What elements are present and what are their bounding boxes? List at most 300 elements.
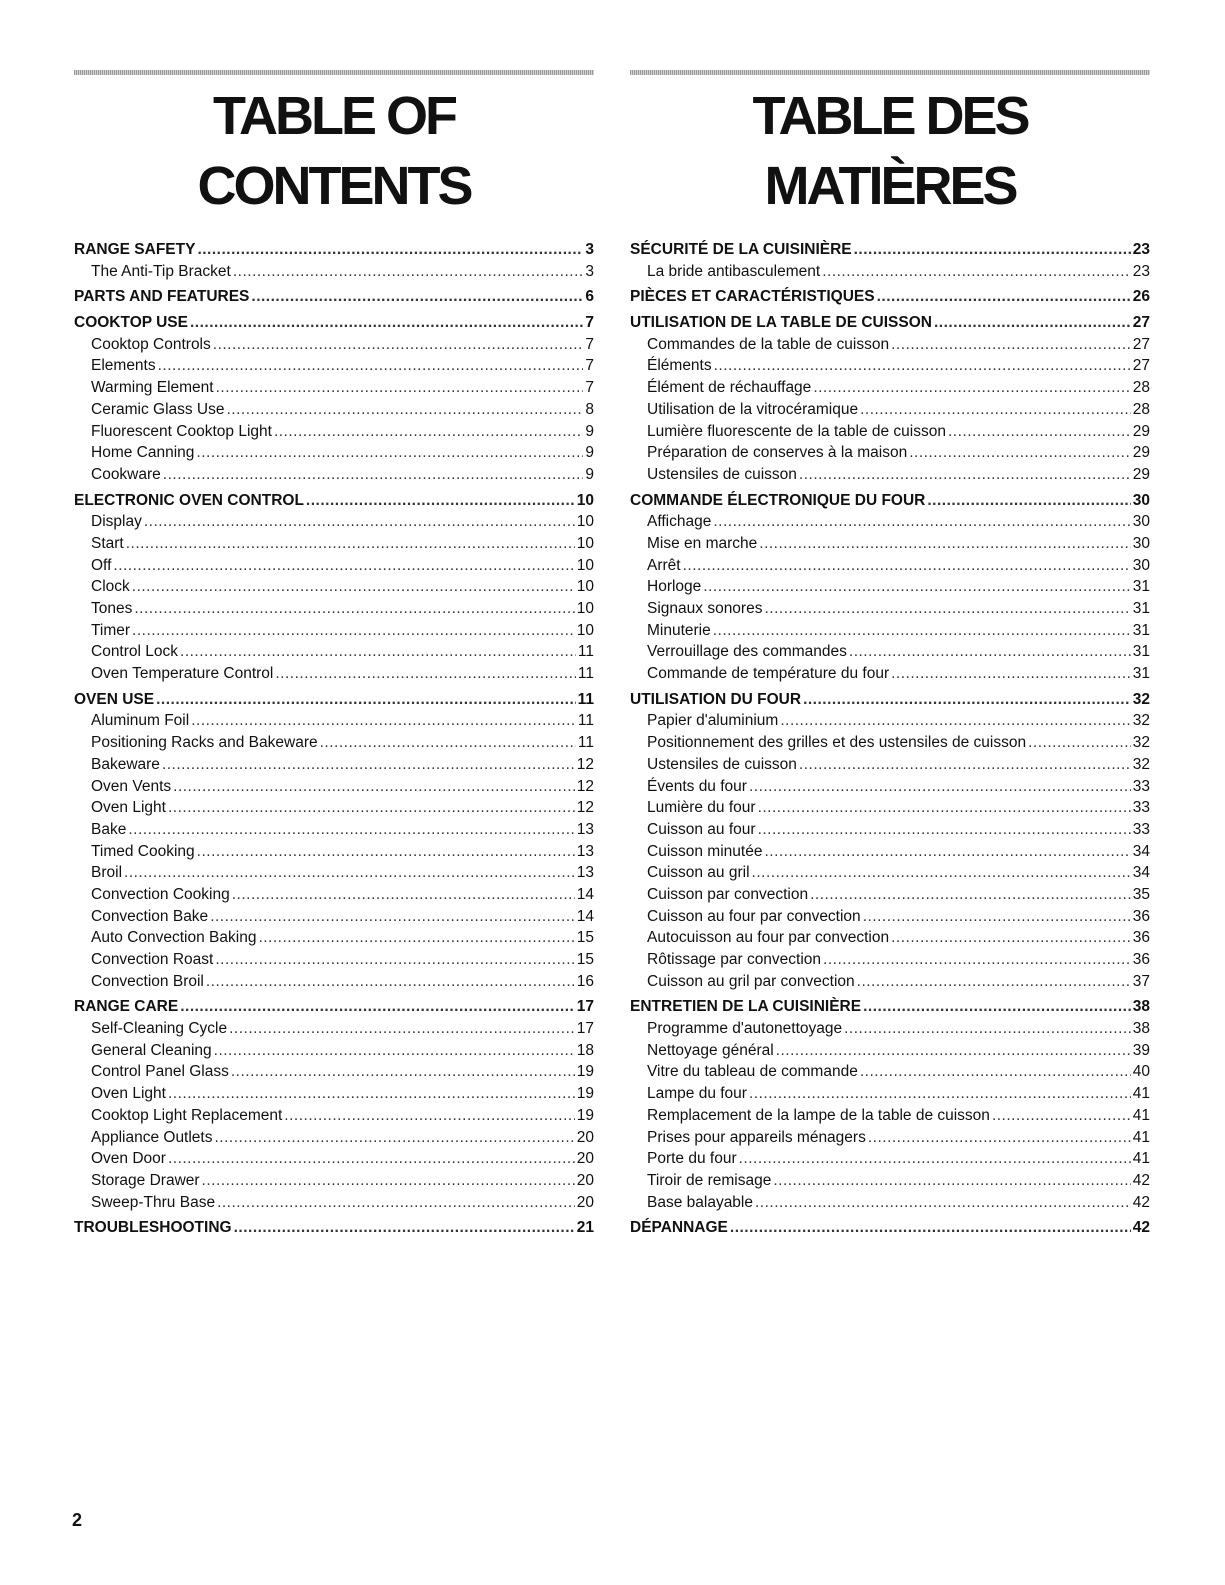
dot-leader (860, 399, 1131, 421)
toc-entry-page: 9 (585, 422, 594, 440)
toc-entry-page: 12 (576, 777, 594, 795)
toc-subsection-entry[interactable] (74, 776, 594, 798)
toc-entry-page: 32 (1132, 734, 1150, 752)
toc-entry-page: 33 (1132, 820, 1150, 838)
toc-entry-page: 13 (576, 864, 594, 882)
toc-entry-label: Porte du four (647, 1150, 737, 1168)
toc-entry-label: Tones (91, 600, 133, 617)
toc-entry-label: PIÈCES ET CARACTÉRISTIQUES (630, 288, 875, 306)
dot-leader (813, 377, 1130, 399)
dot-leader (215, 1127, 575, 1149)
toc-entry-label: Timed Cooking (91, 842, 195, 860)
toc-subsection-entry[interactable] (74, 355, 594, 377)
toc-entry-page: 29 (1132, 422, 1150, 440)
toc-subsection-entry[interactable] (630, 776, 1150, 798)
top-rule-right (630, 70, 1150, 75)
toc-subsection-entry[interactable] (74, 442, 594, 464)
toc-entry-page: 7 (585, 379, 594, 397)
toc-subsection-entry[interactable] (74, 1061, 594, 1083)
toc-subsection-entry[interactable] (74, 464, 594, 486)
french-toc-column (630, 70, 1150, 1239)
toc-entry-page: 26 (1132, 288, 1150, 306)
toc-subsection-entry[interactable] (74, 620, 594, 642)
dot-leader (803, 689, 1131, 711)
toc-entry-label: Home Canning (91, 444, 195, 462)
toc-entry-label: UTILISATION DE LA TABLE DE CUISSON (630, 314, 932, 332)
toc-subsection-entry[interactable] (74, 377, 594, 399)
toc-entry-page: 11 (577, 643, 594, 661)
toc-entry-page: 10 (576, 491, 594, 509)
toc-section-entry[interactable] (630, 1217, 1150, 1239)
toc-subsection-entry[interactable] (630, 598, 1150, 620)
toc-entry-page: 10 (576, 513, 594, 531)
page-number: 2 (72, 1510, 83, 1530)
dot-leader (713, 620, 1131, 642)
toc-entry-label: Évents du four (647, 777, 747, 795)
dot-leader (197, 841, 575, 863)
dot-leader (749, 776, 1131, 798)
toc-entry-label: Auto Convection Baking (91, 929, 257, 947)
toc-entry-page: 21 (576, 1219, 594, 1237)
dot-leader (191, 710, 576, 732)
toc-entry-page: 32 (1132, 712, 1150, 730)
toc-entry-label: Bake (91, 820, 127, 838)
toc-entry-page: 20 (576, 1193, 594, 1211)
toc-subsection-entry[interactable] (630, 511, 1150, 533)
dot-leader (233, 261, 584, 283)
toc-subsection-entry[interactable] (74, 421, 594, 443)
dot-leader (306, 490, 575, 512)
toc-entry-page: 32 (1132, 755, 1150, 773)
toc-entry-label: Oven Light (91, 799, 166, 817)
toc-subsection-entry[interactable] (630, 261, 1150, 283)
toc-subsection-entry[interactable] (630, 732, 1150, 754)
dot-leader (799, 754, 1131, 776)
dot-leader (844, 1018, 1131, 1040)
toc-section-entry[interactable] (630, 689, 1150, 711)
toc-entry-label: Verrouillage des commandes (647, 643, 847, 661)
toc-subsection-entry[interactable] (74, 819, 594, 841)
toc-entry-page: 13 (576, 820, 594, 838)
dot-leader (764, 598, 1130, 620)
dot-leader (132, 576, 575, 598)
english-toc-column (74, 70, 594, 1239)
toc-entry-page: 40 (1132, 1063, 1150, 1081)
dot-leader (229, 1018, 575, 1040)
toc-subsection-entry[interactable] (74, 841, 594, 863)
toc-subsection-entry[interactable] (74, 511, 594, 533)
dot-leader (217, 1192, 575, 1214)
toc-entry-page: 33 (1132, 799, 1150, 817)
toc-entry-label: Broil (91, 864, 123, 882)
toc-entry-page: 15 (576, 951, 594, 968)
toc-entry-page: 30 (1132, 556, 1150, 574)
dot-leader (714, 355, 1131, 377)
toc-entry-page: 28 (1132, 400, 1150, 418)
dot-leader (132, 620, 575, 642)
toc-entry-label: Cookware (91, 465, 161, 483)
toc-entry-label: COOKTOP USE (74, 314, 188, 332)
toc-subsection-entry[interactable] (74, 1148, 594, 1170)
toc-entry-label: Control Lock (91, 643, 179, 661)
toc-subsection-entry[interactable] (630, 1040, 1150, 1062)
toc-entry-label: Rôtissage par convection (647, 951, 822, 968)
dot-leader (749, 1083, 1131, 1105)
toc-entry-label: Oven Temperature Control (91, 665, 274, 683)
toc-entry-page: 15 (576, 929, 594, 947)
dot-leader (773, 1170, 1130, 1192)
toc-entry-page: 3 (585, 241, 594, 258)
toc-entry-label: Lampe du four (647, 1085, 747, 1103)
dot-leader (799, 464, 1131, 486)
dot-leader (703, 576, 1130, 598)
toc-entry-label: Horloge (647, 578, 702, 596)
toc-subsection-entry[interactable] (630, 1061, 1150, 1083)
toc-subsection-entry[interactable] (630, 710, 1150, 732)
toc-entry-page: 10 (576, 600, 594, 617)
toc-entry-page: 11 (577, 665, 594, 683)
toc-entry-label: Self-Cleaning Cycle (91, 1020, 228, 1038)
dot-leader (891, 663, 1131, 685)
toc-section-entry[interactable] (74, 239, 594, 261)
toc-entry-page: 7 (585, 335, 594, 353)
toc-entry-label: Cuisson au four par convection (647, 907, 861, 925)
toc-entry-page: 35 (1132, 885, 1150, 903)
dot-leader (168, 1083, 575, 1105)
toc-subsection-entry[interactable] (630, 442, 1150, 464)
toc-entry-page: 19 (576, 1063, 594, 1081)
toc-entry-page: 7 (585, 357, 594, 375)
toc-entry-label: Ustensiles de cuisson (647, 755, 797, 773)
toc-subsection-entry[interactable] (630, 1083, 1150, 1105)
toc-entry-label: The Anti-Tip Bracket (91, 262, 231, 280)
toc-entry-page: 10 (576, 534, 594, 552)
toc-subsection-entry[interactable] (630, 797, 1150, 819)
toc-entry-page: 13 (576, 842, 594, 860)
toc-subsection-entry[interactable] (630, 464, 1150, 486)
toc-subsection-entry[interactable] (630, 641, 1150, 663)
dot-leader (284, 1105, 574, 1127)
toc-entry-label: Oven Vents (91, 777, 172, 795)
dot-leader (134, 598, 574, 620)
toc-subsection-entry[interactable] (630, 927, 1150, 949)
dot-leader (863, 996, 1131, 1018)
dot-leader (822, 261, 1131, 283)
toc-entry-label: Tiroir de remisage (647, 1171, 772, 1189)
dot-leader (927, 490, 1130, 512)
dot-leader (162, 754, 575, 776)
dot-leader (758, 819, 1131, 841)
toc-subsection-entry[interactable] (74, 1040, 594, 1062)
toc-entry-page: 6 (585, 288, 594, 306)
toc-entry-label: Bakeware (91, 755, 160, 773)
toc-entry-page: 11 (577, 690, 594, 708)
toc-section-entry[interactable] (630, 312, 1150, 334)
dot-leader (128, 819, 574, 841)
toc-entry-page: 7 (585, 314, 594, 332)
toc-entry-label: Mise en marche (647, 534, 758, 552)
toc-section-entry[interactable] (630, 996, 1150, 1018)
dot-leader (213, 334, 584, 356)
toc-subsection-entry[interactable] (74, 1127, 594, 1149)
toc-entry-label: Signaux sonores (647, 600, 763, 617)
toc-subsection-entry[interactable] (74, 754, 594, 776)
toc-entry-label: Cuisson au four (647, 820, 756, 838)
dot-leader (854, 239, 1131, 261)
toc-entry-label: Papier d'aluminium (647, 712, 779, 730)
toc-entries-french (630, 239, 1150, 1239)
toc-entry-label: Cooktop Controls (91, 335, 211, 353)
dot-leader (227, 399, 584, 421)
toc-entry-page: 14 (576, 885, 594, 903)
toc-entry-page: 30 (1132, 491, 1150, 509)
toc-subsection-entry[interactable] (630, 620, 1150, 642)
dot-leader (730, 1217, 1131, 1239)
dot-leader (144, 511, 575, 533)
toc-entry-label: Positioning Racks and Bakeware (91, 734, 318, 752)
toc-subsection-entry[interactable] (74, 1105, 594, 1127)
toc-entry-label: Ceramic Glass Use (91, 400, 225, 418)
toc-subsection-entry[interactable] (630, 555, 1150, 577)
dot-leader (857, 971, 1131, 993)
toc-section-entry[interactable] (74, 312, 594, 334)
toc-entry-page: 27 (1132, 335, 1150, 353)
toc-subsection-entry[interactable] (630, 841, 1150, 863)
dot-leader (231, 1061, 575, 1083)
toc-subsection-entry[interactable] (74, 663, 594, 685)
dot-leader (168, 1148, 575, 1170)
toc-subsection-entry[interactable] (630, 1105, 1150, 1127)
toc-entry-page: 12 (576, 755, 594, 773)
toc-subsection-entry[interactable] (74, 1018, 594, 1040)
toc-entry-page: 32 (1132, 690, 1150, 708)
toc-subsection-entry[interactable] (630, 1148, 1150, 1170)
toc-title-french: TABLE DES MATIÈRES (752, 86, 1028, 216)
toc-entry-page: 38 (1132, 998, 1150, 1016)
toc-entry-page: 11 (577, 734, 594, 752)
toc-entry-label: Vitre du tableau de commande (647, 1063, 858, 1081)
toc-entry-label: Utilisation de la vitrocéramique (647, 400, 859, 418)
toc-entry-label: Préparation de conserves à la maison (647, 444, 908, 462)
toc-subsection-entry[interactable] (74, 598, 594, 620)
toc-subsection-entry[interactable] (630, 884, 1150, 906)
toc-entry-page: 19 (576, 1085, 594, 1103)
toc-entry-page: 10 (576, 621, 594, 639)
toc-subsection-entry[interactable] (630, 355, 1150, 377)
toc-entry-label: Storage Drawer (91, 1171, 200, 1189)
toc-entry-page: 9 (585, 444, 594, 462)
toc-entry-page: 41 (1132, 1150, 1150, 1168)
dot-leader (202, 1170, 575, 1192)
toc-entry-page: 23 (1132, 241, 1150, 258)
dot-leader (1028, 732, 1131, 754)
toc-subsection-entry[interactable] (630, 334, 1150, 356)
toc-entry-label: Cooktop Light Replacement (91, 1106, 283, 1124)
toc-subsection-entry[interactable] (74, 1192, 594, 1214)
toc-subsection-entry[interactable] (74, 641, 594, 663)
toc-entry-label: Cuisson au gril (647, 864, 750, 882)
toc-section-entry[interactable] (630, 239, 1150, 261)
toc-subsection-entry[interactable] (74, 862, 594, 884)
toc-subsection-entry[interactable] (74, 927, 594, 949)
toc-subsection-entry[interactable] (630, 421, 1150, 443)
toc-subsection-entry[interactable] (630, 862, 1150, 884)
toc-subsection-entry[interactable] (630, 576, 1150, 598)
toc-subsection-entry[interactable] (630, 971, 1150, 993)
toc-entry-label: Remplacement de la lampe de la table de cuisson (647, 1106, 990, 1124)
toc-entry-label: Ustensiles de cuisson (647, 465, 797, 483)
toc-entry-label: Arrêt (647, 556, 681, 574)
toc-subsection-entry[interactable] (630, 906, 1150, 928)
dot-leader (274, 421, 583, 443)
toc-entry-label: Sweep-Thru Base (91, 1193, 216, 1211)
toc-subsection-entry[interactable] (630, 663, 1150, 685)
toc-subsection-entry[interactable] (74, 797, 594, 819)
toc-entry-label: Elements (91, 357, 156, 375)
dot-leader (755, 1192, 1131, 1214)
toc-subsection-entry[interactable] (74, 555, 594, 577)
dot-leader (860, 1061, 1131, 1083)
toc-entry-page: 31 (1132, 665, 1150, 683)
toc-entry-label: Programme d'autonettoyage (647, 1020, 843, 1038)
dot-leader (180, 996, 575, 1018)
toc-entry-label: UTILISATION DU FOUR (630, 690, 802, 708)
dot-leader (258, 927, 574, 949)
toc-entry-page: 18 (576, 1041, 594, 1059)
toc-entry-label: RANGE SAFETY (74, 241, 196, 258)
toc-entry-page: 41 (1132, 1085, 1150, 1103)
toc-entry-label: Affichage (647, 513, 712, 531)
toc-entry-page: 36 (1132, 929, 1150, 947)
dot-leader (739, 1148, 1131, 1170)
toc-entry-page: 34 (1132, 842, 1150, 860)
toc-entry-label: Positionnement des grilles et des ustensiles de cuisson (647, 734, 1027, 752)
toc-subsection-entry[interactable] (74, 334, 594, 356)
top-rule-left (74, 70, 594, 75)
toc-entry-page: 37 (1132, 972, 1150, 990)
toc-entry-page: 41 (1132, 1106, 1150, 1124)
toc-subsection-entry[interactable] (74, 1083, 594, 1105)
toc-subsection-entry[interactable] (74, 1170, 594, 1192)
toc-entry-page: 41 (1132, 1128, 1150, 1146)
toc-entry-label: Cuisson par convection (647, 885, 809, 903)
toc-entry-page: 31 (1132, 643, 1150, 661)
toc-entry-label: General Cleaning (91, 1041, 212, 1059)
toc-entry-label: Appliance Outlets (91, 1128, 213, 1146)
dot-leader (168, 797, 575, 819)
toc-entry-label: Fluorescent Cooktop Light (91, 422, 272, 440)
toc-subsection-entry[interactable] (630, 819, 1150, 841)
dot-leader (849, 641, 1131, 663)
toc-entry-label: OVEN USE (74, 690, 155, 708)
toc-section-entry[interactable] (630, 286, 1150, 308)
dot-leader (909, 442, 1131, 464)
toc-subsection-entry[interactable] (74, 884, 594, 906)
toc-entry-label: Convection Cooking (91, 885, 230, 903)
toc-section-entry[interactable] (74, 1217, 594, 1239)
toc-subsection-entry[interactable] (630, 399, 1150, 421)
toc-entry-page: 17 (576, 998, 594, 1016)
toc-entry-label: Convection Roast (91, 951, 214, 968)
toc-entry-page: 29 (1132, 444, 1150, 462)
dot-leader (190, 312, 583, 334)
toc-subsection-entry[interactable] (630, 1170, 1150, 1192)
toc-title-english: TABLE OF CONTENTS (197, 86, 471, 216)
toc-entry-page: 31 (1132, 600, 1150, 617)
toc-entry-page: 31 (1132, 578, 1150, 596)
toc-entry-page: 9 (585, 465, 594, 483)
toc-entry-label: Warming Element (91, 379, 214, 397)
toc-entry-page: 42 (1132, 1219, 1150, 1237)
toc-subsection-entry[interactable] (630, 533, 1150, 555)
toc-entry-label: Clock (91, 578, 130, 596)
toc-subsection-entry[interactable] (74, 732, 594, 754)
toc-entry-label: Lumière fluorescente de la table de cuisson (647, 422, 946, 440)
dot-leader (124, 862, 575, 884)
dot-leader (173, 776, 575, 798)
toc-entry-label: Start (91, 534, 124, 552)
toc-entry-page: 42 (1132, 1193, 1150, 1211)
toc-subsection-entry[interactable] (630, 949, 1150, 971)
toc-section-entry[interactable] (74, 996, 594, 1018)
dot-leader (780, 710, 1130, 732)
toc-section-entry[interactable] (630, 490, 1150, 512)
toc-entry-label: Élément de réchauffage (647, 379, 812, 397)
toc-subsection-entry[interactable] (630, 1127, 1150, 1149)
toc-entry-page: 36 (1132, 907, 1150, 925)
toc-entry-label: ELECTRONIC OVEN CONTROL (74, 491, 304, 509)
toc-section-entry[interactable] (74, 286, 594, 308)
toc-entry-label: ENTRETIEN DE LA CUISINIÈRE (630, 998, 862, 1016)
toc-subsection-entry[interactable] (74, 533, 594, 555)
toc-subsection-entry[interactable] (630, 1018, 1150, 1040)
toc-subsection-entry[interactable] (74, 399, 594, 421)
toc-subsection-entry[interactable] (74, 971, 594, 993)
toc-subsection-entry[interactable] (74, 576, 594, 598)
toc-subsection-entry[interactable] (630, 1192, 1150, 1214)
dot-leader (234, 1217, 575, 1239)
toc-subsection-entry[interactable] (74, 949, 594, 971)
toc-subsection-entry[interactable] (74, 261, 594, 283)
dot-leader (210, 906, 575, 928)
toc-entry-page: 17 (576, 1020, 594, 1038)
toc-entry-label: Off (91, 556, 112, 574)
dot-leader (776, 1040, 1131, 1062)
toc-entry-page: 23 (1132, 262, 1150, 280)
dot-leader (215, 949, 574, 971)
dot-leader (759, 533, 1130, 555)
toc-entry-page: 11 (577, 712, 594, 730)
toc-section-entry[interactable] (74, 490, 594, 512)
toc-subsection-entry[interactable] (74, 710, 594, 732)
toc-subsection-entry[interactable] (630, 377, 1150, 399)
toc-entry-page: 10 (576, 556, 594, 574)
dot-leader (891, 927, 1131, 949)
dot-leader (863, 906, 1131, 928)
toc-entry-page: 20 (576, 1171, 594, 1189)
toc-section-entry[interactable] (74, 689, 594, 711)
toc-entry-page: 12 (576, 799, 594, 817)
toc-entry-label: Lumière du four (647, 799, 756, 817)
toc-entry-label: Convection Bake (91, 907, 209, 925)
toc-subsection-entry[interactable] (74, 906, 594, 928)
dot-leader (713, 511, 1130, 533)
toc-entry-page: 19 (576, 1106, 594, 1124)
toc-entry-label: SÉCURITÉ DE LA CUISINIÈRE (630, 241, 852, 258)
dot-leader (156, 689, 576, 711)
toc-subsection-entry[interactable] (630, 754, 1150, 776)
toc-entry-label: DÉPANNAGE (630, 1219, 728, 1237)
